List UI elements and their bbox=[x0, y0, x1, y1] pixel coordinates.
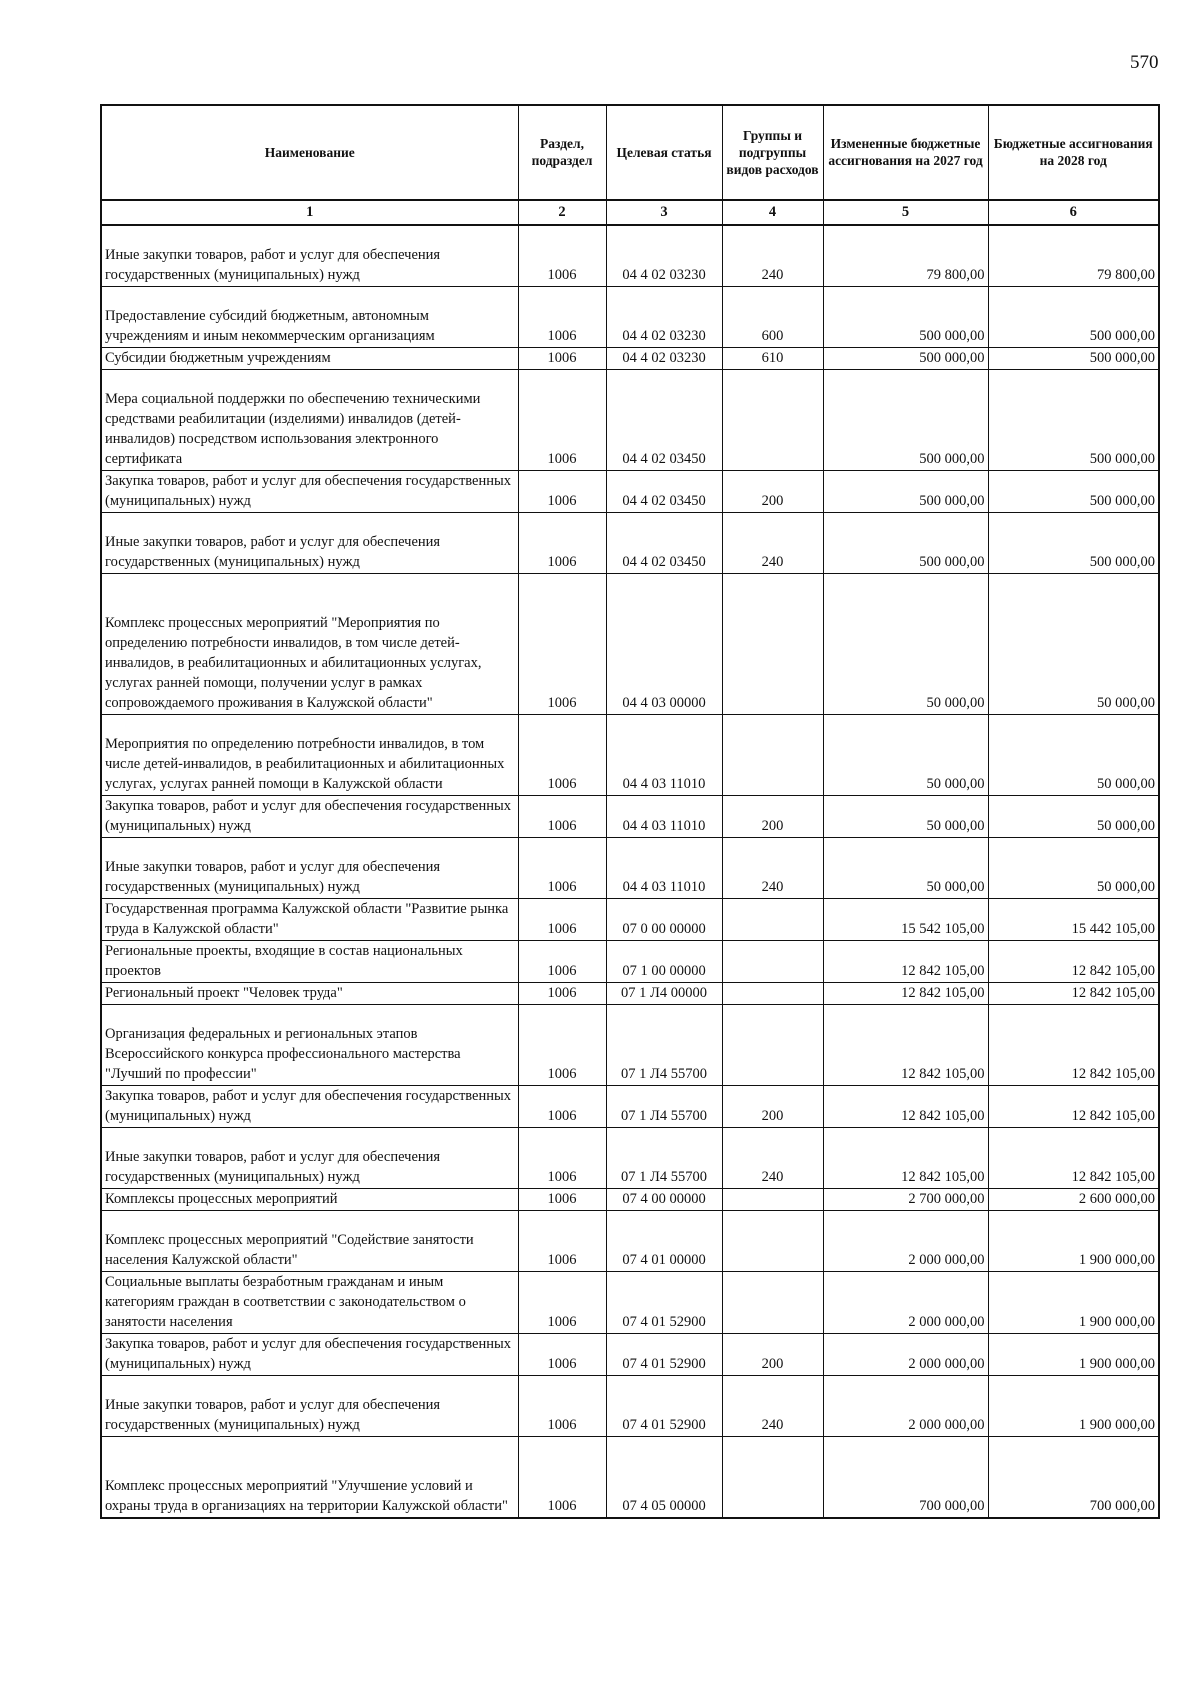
table-row bbox=[101, 1086, 1159, 1128]
row-section: 1006 bbox=[518, 370, 606, 471]
budget-table bbox=[100, 104, 1160, 1519]
row-name: Мероприятия по определению потребности инвалидов, в том числе детей-инвалидов, в реабилитационных и абилитационных услугах, услугах ранней помощи в Калужской области bbox=[101, 715, 518, 796]
table-row bbox=[101, 287, 1159, 348]
row-amount-2027: 50 000,00 bbox=[823, 574, 988, 715]
column-header-amount-2028: Бюджетные ассигнования на 2028 год bbox=[988, 105, 1159, 200]
row-amount-2027: 500 000,00 bbox=[823, 348, 988, 370]
row-section: 1006 bbox=[518, 1376, 606, 1437]
row-section: 1006 bbox=[518, 287, 606, 348]
row-amount-2027: 12 842 105,00 bbox=[823, 1005, 988, 1086]
row-section: 1006 bbox=[518, 1128, 606, 1189]
row-article: 04 4 03 11010 bbox=[606, 715, 722, 796]
row-amount-2028: 12 842 105,00 bbox=[988, 1128, 1159, 1189]
row-amount-2027: 2 700 000,00 bbox=[823, 1189, 988, 1211]
table-body bbox=[101, 225, 1159, 1518]
row-group bbox=[722, 941, 823, 983]
table-header-row bbox=[101, 105, 1159, 200]
row-amount-2028: 50 000,00 bbox=[988, 574, 1159, 715]
row-amount-2028: 12 842 105,00 bbox=[988, 1086, 1159, 1128]
column-number: 2 bbox=[518, 200, 606, 225]
row-group: 240 bbox=[722, 1128, 823, 1189]
row-article: 07 4 00 00000 bbox=[606, 1189, 722, 1211]
column-number: 3 bbox=[606, 200, 722, 225]
row-amount-2028: 500 000,00 bbox=[988, 348, 1159, 370]
row-amount-2027: 12 842 105,00 bbox=[823, 1086, 988, 1128]
row-article: 04 4 03 00000 bbox=[606, 574, 722, 715]
row-amount-2028: 12 842 105,00 bbox=[988, 941, 1159, 983]
column-header-name: Наименование bbox=[101, 105, 518, 200]
column-number: 5 bbox=[823, 200, 988, 225]
row-section: 1006 bbox=[518, 1211, 606, 1272]
row-section: 1006 bbox=[518, 513, 606, 574]
row-group: 200 bbox=[722, 1334, 823, 1376]
row-article: 07 1 Л4 00000 bbox=[606, 983, 722, 1005]
row-amount-2027: 50 000,00 bbox=[823, 838, 988, 899]
row-amount-2027: 2 000 000,00 bbox=[823, 1211, 988, 1272]
row-name: Региональный проект "Человек труда" bbox=[101, 983, 518, 1005]
table-row bbox=[101, 1376, 1159, 1437]
row-amount-2027: 12 842 105,00 bbox=[823, 983, 988, 1005]
page-number: 570 bbox=[1130, 52, 1159, 73]
row-name: Закупка товаров, работ и услуг для обеспечения государственных (муниципальных) нужд bbox=[101, 1086, 518, 1128]
row-section: 1006 bbox=[518, 574, 606, 715]
row-group bbox=[722, 574, 823, 715]
row-amount-2028: 79 800,00 bbox=[988, 225, 1159, 287]
row-amount-2027: 500 000,00 bbox=[823, 513, 988, 574]
row-amount-2027: 2 000 000,00 bbox=[823, 1376, 988, 1437]
row-amount-2027: 12 842 105,00 bbox=[823, 1128, 988, 1189]
row-group: 600 bbox=[722, 287, 823, 348]
column-header-amount-2027: Измененные бюджетные ассигнования на 2027 год bbox=[823, 105, 988, 200]
row-article: 07 4 05 00000 bbox=[606, 1437, 722, 1519]
row-section: 1006 bbox=[518, 1437, 606, 1519]
row-name: Иные закупки товаров, работ и услуг для обеспечения государственных (муниципальных) нужд bbox=[101, 1376, 518, 1437]
table-row bbox=[101, 899, 1159, 941]
row-group: 610 bbox=[722, 348, 823, 370]
column-header-group: Группы и подгруппы видов расходов bbox=[722, 105, 823, 200]
table-row bbox=[101, 1437, 1159, 1519]
row-group: 240 bbox=[722, 838, 823, 899]
table-row bbox=[101, 715, 1159, 796]
row-section: 1006 bbox=[518, 471, 606, 513]
row-amount-2028: 1 900 000,00 bbox=[988, 1334, 1159, 1376]
row-name: Иные закупки товаров, работ и услуг для обеспечения государственных (муниципальных) нужд bbox=[101, 225, 518, 287]
row-section: 1006 bbox=[518, 1005, 606, 1086]
row-article: 07 1 Л4 55700 bbox=[606, 1086, 722, 1128]
row-article: 04 4 02 03450 bbox=[606, 513, 722, 574]
table-row bbox=[101, 838, 1159, 899]
table-row bbox=[101, 1128, 1159, 1189]
table-row bbox=[101, 348, 1159, 370]
row-amount-2028: 2 600 000,00 bbox=[988, 1189, 1159, 1211]
column-number-row bbox=[101, 200, 1159, 225]
row-section: 1006 bbox=[518, 1189, 606, 1211]
row-article: 07 0 00 00000 bbox=[606, 899, 722, 941]
row-amount-2027: 15 542 105,00 bbox=[823, 899, 988, 941]
row-amount-2027: 2 000 000,00 bbox=[823, 1272, 988, 1334]
row-section: 1006 bbox=[518, 715, 606, 796]
row-amount-2028: 12 842 105,00 bbox=[988, 1005, 1159, 1086]
row-amount-2027: 500 000,00 bbox=[823, 471, 988, 513]
row-group bbox=[722, 370, 823, 471]
row-amount-2028: 500 000,00 bbox=[988, 370, 1159, 471]
table-row bbox=[101, 1334, 1159, 1376]
row-amount-2028: 12 842 105,00 bbox=[988, 983, 1159, 1005]
row-name: Организация федеральных и региональных этапов Всероссийского конкурса профессионального мастерства "Лучший по профессии" bbox=[101, 1005, 518, 1086]
table-row bbox=[101, 983, 1159, 1005]
row-name: Комплекс процессных мероприятий "Мероприятия по определению потребности инвалидов, в том числе детей-инвалидов, в реабилитационных и абилитационных услугах, услугах ранней помощи, получении услуг в рамках сопровождаемого проживания в Калужской области" bbox=[101, 574, 518, 715]
row-group: 240 bbox=[722, 513, 823, 574]
row-name: Иные закупки товаров, работ и услуг для обеспечения государственных (муниципальных) нужд bbox=[101, 1128, 518, 1189]
row-section: 1006 bbox=[518, 1334, 606, 1376]
row-article: 04 4 03 11010 bbox=[606, 796, 722, 838]
row-amount-2028: 700 000,00 bbox=[988, 1437, 1159, 1519]
row-amount-2027: 500 000,00 bbox=[823, 287, 988, 348]
table-row bbox=[101, 1211, 1159, 1272]
table-row bbox=[101, 941, 1159, 983]
row-article: 04 4 02 03450 bbox=[606, 370, 722, 471]
row-article: 07 4 01 00000 bbox=[606, 1211, 722, 1272]
row-amount-2028: 1 900 000,00 bbox=[988, 1376, 1159, 1437]
row-section: 1006 bbox=[518, 1086, 606, 1128]
row-name: Региональные проекты, входящие в состав национальных проектов bbox=[101, 941, 518, 983]
row-amount-2027: 2 000 000,00 bbox=[823, 1334, 988, 1376]
row-group: 240 bbox=[722, 1376, 823, 1437]
row-group bbox=[722, 1211, 823, 1272]
row-group: 200 bbox=[722, 1086, 823, 1128]
row-name: Иные закупки товаров, работ и услуг для обеспечения государственных (муниципальных) нужд bbox=[101, 838, 518, 899]
row-name: Комплексы процессных мероприятий bbox=[101, 1189, 518, 1211]
row-article: 07 1 Л4 55700 bbox=[606, 1128, 722, 1189]
row-article: 07 1 Л4 55700 bbox=[606, 1005, 722, 1086]
row-group: 240 bbox=[722, 225, 823, 287]
row-amount-2028: 1 900 000,00 bbox=[988, 1272, 1159, 1334]
column-number: 1 bbox=[101, 200, 518, 225]
row-name: Закупка товаров, работ и услуг для обеспечения государственных (муниципальных) нужд bbox=[101, 471, 518, 513]
row-name: Мера социальной поддержки по обеспечению техническими средствами реабилитации (изделиями) инвалидов (детей-инвалидов) посредством использования электронного сертификата bbox=[101, 370, 518, 471]
row-group: 200 bbox=[722, 471, 823, 513]
table-row bbox=[101, 1272, 1159, 1334]
row-group bbox=[722, 899, 823, 941]
row-group bbox=[722, 715, 823, 796]
column-number: 6 bbox=[988, 200, 1159, 225]
row-amount-2028: 15 442 105,00 bbox=[988, 899, 1159, 941]
row-amount-2028: 50 000,00 bbox=[988, 796, 1159, 838]
row-section: 1006 bbox=[518, 225, 606, 287]
row-name: Закупка товаров, работ и услуг для обеспечения государственных (муниципальных) нужд bbox=[101, 796, 518, 838]
row-article: 07 1 00 00000 bbox=[606, 941, 722, 983]
row-name: Социальные выплаты безработным гражданам и иным категориям граждан в соответствии с законодательством о занятости населения bbox=[101, 1272, 518, 1334]
row-article: 04 4 02 03230 bbox=[606, 225, 722, 287]
row-article: 04 4 02 03230 bbox=[606, 348, 722, 370]
row-article: 04 4 02 03230 bbox=[606, 287, 722, 348]
row-article: 07 4 01 52900 bbox=[606, 1334, 722, 1376]
row-group bbox=[722, 983, 823, 1005]
row-article: 04 4 02 03450 bbox=[606, 471, 722, 513]
table-row bbox=[101, 574, 1159, 715]
row-amount-2028: 500 000,00 bbox=[988, 287, 1159, 348]
row-section: 1006 bbox=[518, 1272, 606, 1334]
row-section: 1006 bbox=[518, 899, 606, 941]
row-group bbox=[722, 1189, 823, 1211]
table-row bbox=[101, 370, 1159, 471]
table-row bbox=[101, 513, 1159, 574]
column-number: 4 bbox=[722, 200, 823, 225]
row-amount-2027: 50 000,00 bbox=[823, 715, 988, 796]
row-amount-2028: 1 900 000,00 bbox=[988, 1211, 1159, 1272]
row-name: Предоставление субсидий бюджетным, автономным учреждениям и иным некоммерческим организациям bbox=[101, 287, 518, 348]
row-name: Государственная программа Калужской области "Развитие рынка труда в Калужской области" bbox=[101, 899, 518, 941]
table-row bbox=[101, 1189, 1159, 1211]
row-amount-2027: 50 000,00 bbox=[823, 796, 988, 838]
row-section: 1006 bbox=[518, 796, 606, 838]
table-row bbox=[101, 225, 1159, 287]
row-name: Комплекс процессных мероприятий "Содействие занятости населения Калужской области" bbox=[101, 1211, 518, 1272]
row-amount-2028: 50 000,00 bbox=[988, 838, 1159, 899]
row-amount-2028: 50 000,00 bbox=[988, 715, 1159, 796]
table-row bbox=[101, 471, 1159, 513]
row-name: Комплекс процессных мероприятий "Улучшение условий и охраны труда в организациях на территории Калужской области" bbox=[101, 1437, 518, 1519]
row-section: 1006 bbox=[518, 983, 606, 1005]
row-amount-2027: 12 842 105,00 bbox=[823, 941, 988, 983]
row-article: 07 4 01 52900 bbox=[606, 1272, 722, 1334]
row-section: 1006 bbox=[518, 838, 606, 899]
row-group bbox=[722, 1437, 823, 1519]
row-amount-2027: 79 800,00 bbox=[823, 225, 988, 287]
row-article: 04 4 03 11010 bbox=[606, 838, 722, 899]
row-group bbox=[722, 1005, 823, 1086]
table-row bbox=[101, 1005, 1159, 1086]
row-amount-2028: 500 000,00 bbox=[988, 471, 1159, 513]
row-name: Закупка товаров, работ и услуг для обеспечения государственных (муниципальных) нужд bbox=[101, 1334, 518, 1376]
row-group bbox=[722, 1272, 823, 1334]
column-header-article: Целевая статья bbox=[606, 105, 722, 200]
row-name: Субсидии бюджетным учреждениям bbox=[101, 348, 518, 370]
row-group: 200 bbox=[722, 796, 823, 838]
column-header-section: Раздел, подраздел bbox=[518, 105, 606, 200]
row-section: 1006 bbox=[518, 348, 606, 370]
table-row bbox=[101, 796, 1159, 838]
row-amount-2027: 500 000,00 bbox=[823, 370, 988, 471]
row-amount-2027: 700 000,00 bbox=[823, 1437, 988, 1519]
row-amount-2028: 500 000,00 bbox=[988, 513, 1159, 574]
row-name: Иные закупки товаров, работ и услуг для обеспечения государственных (муниципальных) нужд bbox=[101, 513, 518, 574]
row-section: 1006 bbox=[518, 941, 606, 983]
row-article: 07 4 01 52900 bbox=[606, 1376, 722, 1437]
